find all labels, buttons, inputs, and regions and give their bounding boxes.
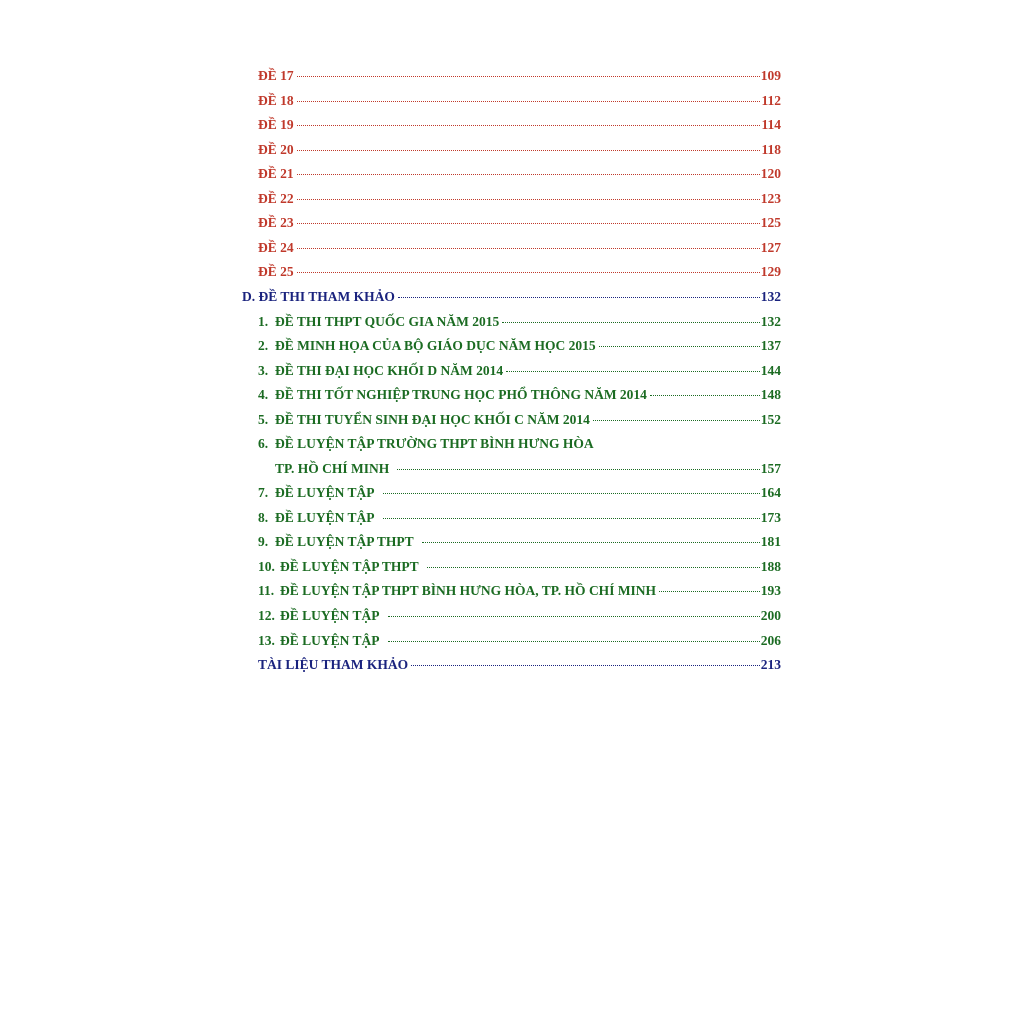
toc-entry[interactable] <box>258 580 781 602</box>
toc-entry-label: ĐỀ THI TUYỂN SINH ĐẠI HỌC KHỐI C NĂM 2014 <box>275 412 590 427</box>
dot-leader <box>502 322 759 323</box>
toc-entry[interactable] <box>258 335 781 357</box>
dot-leader <box>388 641 760 642</box>
dot-leader <box>383 518 760 519</box>
toc-entry[interactable] <box>258 531 781 553</box>
toc-entry-page: 157 <box>760 461 781 476</box>
toc-entry-page: 188 <box>760 559 781 574</box>
dot-leader <box>659 591 760 592</box>
toc-entry-label: ĐỀ 19 <box>258 117 294 132</box>
toc-entry-number: 4. <box>258 387 269 402</box>
toc-entry[interactable] <box>258 90 781 112</box>
dot-leader <box>383 493 760 494</box>
toc-entry-number: 12. <box>258 608 275 623</box>
toc-entry-page: 173 <box>760 510 781 525</box>
toc-entry-label: TÀI LIỆU THAM KHẢO <box>258 657 409 672</box>
toc-entry[interactable] <box>258 507 781 529</box>
toc-entry-label: ĐỀ 22 <box>258 191 294 206</box>
dot-leader <box>650 395 760 396</box>
dot-leader <box>297 223 760 224</box>
toc-entry-number: 7. <box>258 485 269 500</box>
toc-entry-label: ĐỀ 17 <box>258 68 294 83</box>
toc-entry-number: 6. <box>258 436 269 451</box>
toc-entry[interactable] <box>258 212 781 234</box>
dot-leader <box>297 199 760 200</box>
toc-entry-label: ĐỀ 21 <box>258 166 294 181</box>
toc-entry-page: 213 <box>760 657 781 672</box>
toc-entry[interactable] <box>258 630 781 652</box>
toc-entry[interactable] <box>258 482 781 504</box>
toc-entry[interactable] <box>258 65 781 87</box>
toc-entry-label: ĐỀ LUYỆN TẬP <box>280 608 380 623</box>
toc-entry-number: 5. <box>258 412 269 427</box>
toc-entry[interactable] <box>258 384 781 406</box>
toc-entry-label: ĐỀ 18 <box>258 93 294 108</box>
toc-entry-label: ĐỀ LUYỆN TẬP <box>275 510 375 525</box>
dot-leader <box>297 101 761 102</box>
toc-entry-number: 13. <box>258 633 275 648</box>
toc-entry-page: 127 <box>760 240 781 255</box>
toc-entry-number: 8. <box>258 510 269 525</box>
toc-entry-number: 10. <box>258 559 275 574</box>
toc-entry-page: 206 <box>760 633 781 648</box>
toc-entry-page: 137 <box>760 338 781 353</box>
toc-entry-number: 2. <box>258 338 269 353</box>
toc-entry-page: 193 <box>760 583 781 598</box>
toc-entry-label: ĐỀ 24 <box>258 240 294 255</box>
toc-entry-page: 181 <box>760 534 781 549</box>
toc-entry-page: 125 <box>760 215 781 230</box>
toc-entry-continuation[interactable] <box>275 458 781 480</box>
toc-entry-label: ĐỀ LUYỆN TẬP THPT <box>280 559 419 574</box>
toc-entry-page: 132 <box>760 289 781 304</box>
toc-entry-label: ĐỀ THI ĐẠI HỌC KHỐI D NĂM 2014 <box>275 363 504 378</box>
toc-entry-label: ĐỀ MINH HỌA CỦA BỘ GIÁO DỤC NĂM HỌC 2015 <box>275 338 596 353</box>
toc-section-heading[interactable] <box>242 286 781 308</box>
toc-entry[interactable] <box>258 360 781 382</box>
toc-entry[interactable] <box>258 311 781 333</box>
dot-leader <box>297 174 760 175</box>
toc-section-heading[interactable] <box>258 654 781 676</box>
dot-leader <box>506 371 760 372</box>
toc-entry-page: 132 <box>760 314 781 329</box>
dot-leader <box>599 346 760 347</box>
toc-entry[interactable] <box>258 163 781 185</box>
dot-leader <box>422 542 760 543</box>
toc-entry[interactable] <box>258 556 781 578</box>
toc-entry-label: ĐỀ LUYỆN TẬP <box>275 485 375 500</box>
toc-entry-page: 118 <box>761 142 781 157</box>
toc-entry-number: 9. <box>258 534 269 549</box>
toc-entry-label: ĐỀ 25 <box>258 264 294 279</box>
dot-leader <box>397 469 759 470</box>
toc-entry-label: ĐỀ THI TỐT NGHIỆP TRUNG HỌC PHỔ THÔNG NĂM 2014 <box>275 387 647 402</box>
toc-entry[interactable] <box>258 114 781 136</box>
toc-entry-page: 112 <box>761 93 781 108</box>
dot-leader <box>297 76 760 77</box>
toc-entry-page: 164 <box>760 485 781 500</box>
toc-entry-page: 123 <box>760 191 781 206</box>
dot-leader <box>297 248 760 249</box>
toc-entry-page: 129 <box>760 264 781 279</box>
dot-leader <box>427 567 760 568</box>
toc-entry[interactable] <box>258 261 781 283</box>
toc-entry-label: TP. HỒ CHÍ MINH <box>275 461 390 476</box>
toc-entry-label: ĐỀ 20 <box>258 142 294 157</box>
toc-entry-number: 11. <box>258 583 275 598</box>
toc-entry-label: ĐỀ LUYỆN TẬP TRƯỜNG THPT BÌNH HƯNG HÒA <box>275 436 594 451</box>
toc-entry[interactable] <box>258 605 781 627</box>
toc-entry-number: 3. <box>258 363 269 378</box>
dot-leader <box>398 297 760 298</box>
toc-entry[interactable] <box>258 188 781 210</box>
toc-entry-label: D. ĐỀ THI THAM KHẢO <box>242 289 395 304</box>
dot-leader <box>297 125 761 126</box>
toc-entry-label: ĐỀ 23 <box>258 215 294 230</box>
toc-entry-label: ĐỀ LUYỆN TẬP THPT BÌNH HƯNG HÒA, TP. HỒ CHÍ MINH <box>280 583 657 598</box>
toc-entry-label: ĐỀ LUYỆN TẬP THPT <box>275 534 414 549</box>
dot-leader <box>388 616 760 617</box>
toc-entry-page: 114 <box>761 117 781 132</box>
toc-entry[interactable] <box>258 139 781 161</box>
toc-entry-page: 148 <box>760 387 781 402</box>
dot-leader <box>593 420 760 421</box>
toc-entry-page: 109 <box>760 68 781 83</box>
toc-entry-page: 152 <box>760 412 781 427</box>
toc-entry-page: 120 <box>760 166 781 181</box>
toc-entry-number: 1. <box>258 314 269 329</box>
dot-leader <box>411 665 760 666</box>
toc-entry-label: ĐỀ THI THPT QUỐC GIA NĂM 2015 <box>275 314 500 329</box>
toc-entry-page: 144 <box>760 363 781 378</box>
dot-leader <box>297 150 761 151</box>
toc-entry[interactable] <box>258 409 781 431</box>
dot-leader <box>297 272 760 273</box>
toc-entry-page: 200 <box>760 608 781 623</box>
toc-entry[interactable] <box>258 433 781 455</box>
toc-entry[interactable] <box>258 237 781 259</box>
toc-entry-label: ĐỀ LUYỆN TẬP <box>280 633 380 648</box>
